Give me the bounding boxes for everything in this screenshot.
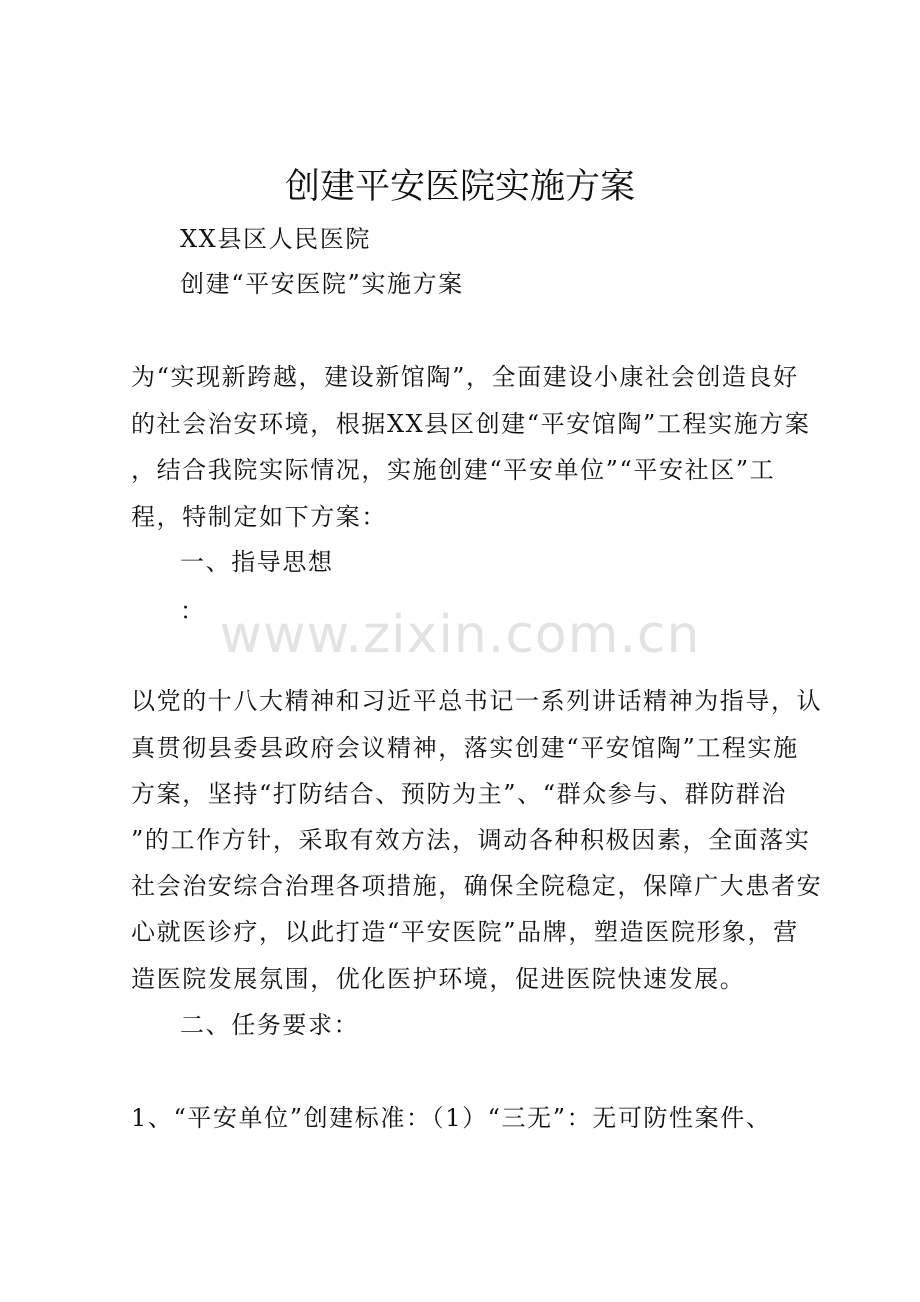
- list-item: 1、“平安单位”创建标准：（1）“三无”：无可防性案件、: [131, 1104, 772, 1132]
- paragraph-line: 社会治安综合治理各项措施，确保全院稳定，保障广大患者安: [131, 872, 823, 900]
- paragraph-line: 为“实现新跨越，建设新馆陶”，全面建设小康社会创造良好: [131, 363, 799, 391]
- section-heading-guiding-ideology: 一、指导思想: [180, 548, 334, 576]
- document-subtitle: 创建“平安医院”实施方案: [180, 270, 464, 298]
- paragraph-line: ，结合我院实际情况，实施创建“平安单位”“平安社区”工: [131, 456, 776, 484]
- document-title: 创建平安医院实施方案: [284, 167, 635, 207]
- section-heading-task-requirements: 二、任务要求：: [180, 1011, 360, 1039]
- paragraph-line: 造医院发展氛围，优化医护环境，促进医院快速发展。: [131, 965, 746, 993]
- paragraph-line: 心就医诊疗，以此打造“平安医院”品牌，塑造医院形象，营: [131, 918, 799, 946]
- organization-name: XX县区人民医院: [180, 225, 371, 253]
- paragraph-line: 以党的十八大精神和习近平总书记一系列讲话精神为指导，认: [131, 687, 823, 715]
- watermark: www.zixin.com.cn: [219, 605, 701, 665]
- paragraph-line: 方案，坚持“打防结合、预防为主”、“群众参与、群防群治: [131, 780, 788, 808]
- paragraph-line: 真贯彻县委县政府会议精神，落实创建“平安馆陶”工程实施: [131, 734, 799, 762]
- paragraph-line: 程，特制定如下方案：: [131, 503, 387, 531]
- paragraph-line: 的社会治安环境，根据XX县区创建“平安馆陶”工程实施方案: [131, 410, 811, 438]
- colon-mark: ：: [180, 597, 206, 625]
- paragraph-line: ”的工作方针，采取有效方法，调动各种积极因素，全面落实: [131, 826, 811, 854]
